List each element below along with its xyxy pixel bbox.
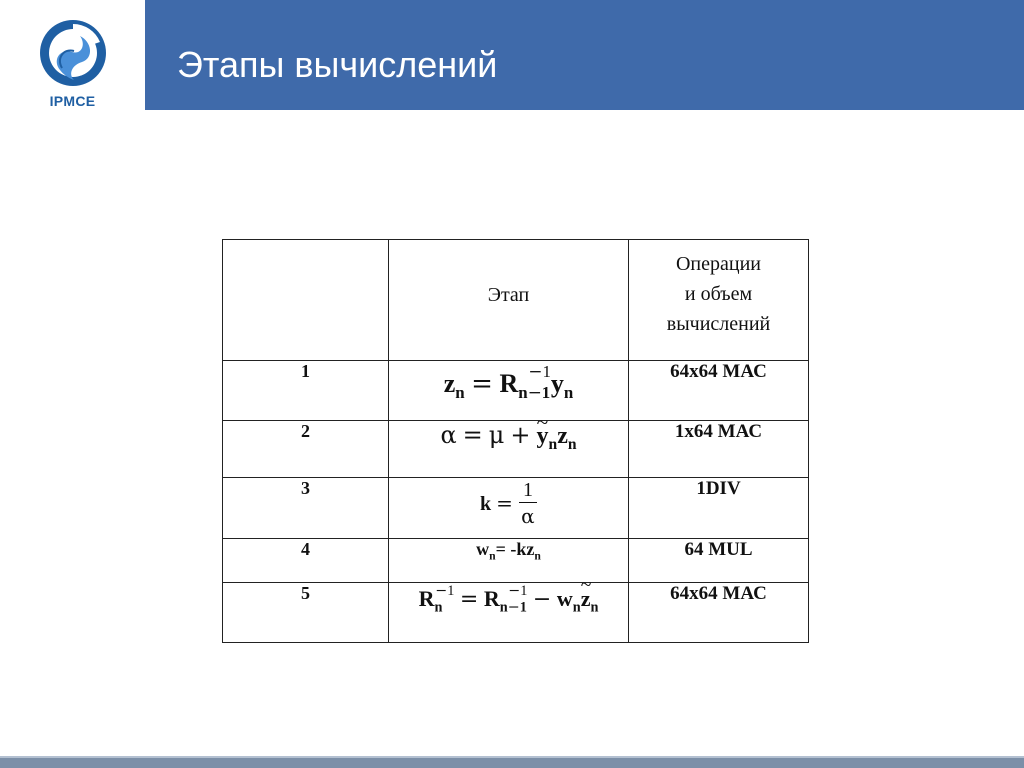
operations-cell: 64х64 МАС	[629, 361, 809, 421]
header-cell-stage	[389, 240, 629, 361]
formula-k: k = $\frac{1}{\alpha}$	[480, 491, 537, 513]
table-row	[223, 421, 809, 478]
operations-cell: 64 MUL	[629, 539, 809, 583]
table-row	[223, 478, 809, 539]
logo-area	[0, 0, 145, 110]
operations-cell: 64x64 МАС	[629, 583, 809, 643]
formula-alpha: α = μ + ~ $y_nz_n$	[440, 423, 576, 449]
header-cell-operations	[629, 240, 809, 361]
row-number: 4	[223, 539, 389, 583]
formula-cell	[389, 361, 629, 421]
header-operations-line: и объем	[684, 283, 753, 305]
formula-z-update: $z_n = R_{n-1}^{-1}y_n$	[443, 361, 574, 403]
row-number: 3	[223, 478, 389, 539]
formula-r-inverse-update: $R_n^{-1} = R_{n-1}^{-1}$ − $w_n\sim$ $z_n$	[419, 586, 599, 611]
row-number: 2	[223, 421, 389, 478]
header-operations-line: Операции	[675, 253, 761, 275]
logo-text: IPMCE	[49, 93, 96, 109]
formula-cell	[389, 478, 629, 539]
formula-cell	[389, 539, 629, 583]
header-bar	[145, 0, 1024, 110]
table-row	[223, 539, 809, 583]
formula-w: $w_n= -kz_n$	[476, 539, 541, 563]
formula-cell	[389, 421, 629, 478]
stages-table	[222, 239, 809, 643]
slide-title: Этапы вычислений	[177, 44, 498, 85]
table-header-row	[223, 240, 809, 361]
footer-bar	[0, 758, 1024, 768]
header-cell-empty	[223, 240, 389, 361]
formula-cell	[389, 583, 629, 643]
row-number: 1	[223, 361, 389, 421]
operations-cell: 1х64 МАС	[629, 421, 809, 478]
operations-cell: 1DIV	[629, 478, 809, 539]
table-row	[223, 583, 809, 643]
ipmce-logo-icon	[38, 18, 108, 88]
table-row	[223, 361, 809, 421]
header-operations-line: вычислений	[666, 313, 771, 335]
header-stage-label: Этап	[487, 284, 530, 306]
row-number: 5	[223, 583, 389, 643]
header-operations-label	[629, 240, 808, 339]
